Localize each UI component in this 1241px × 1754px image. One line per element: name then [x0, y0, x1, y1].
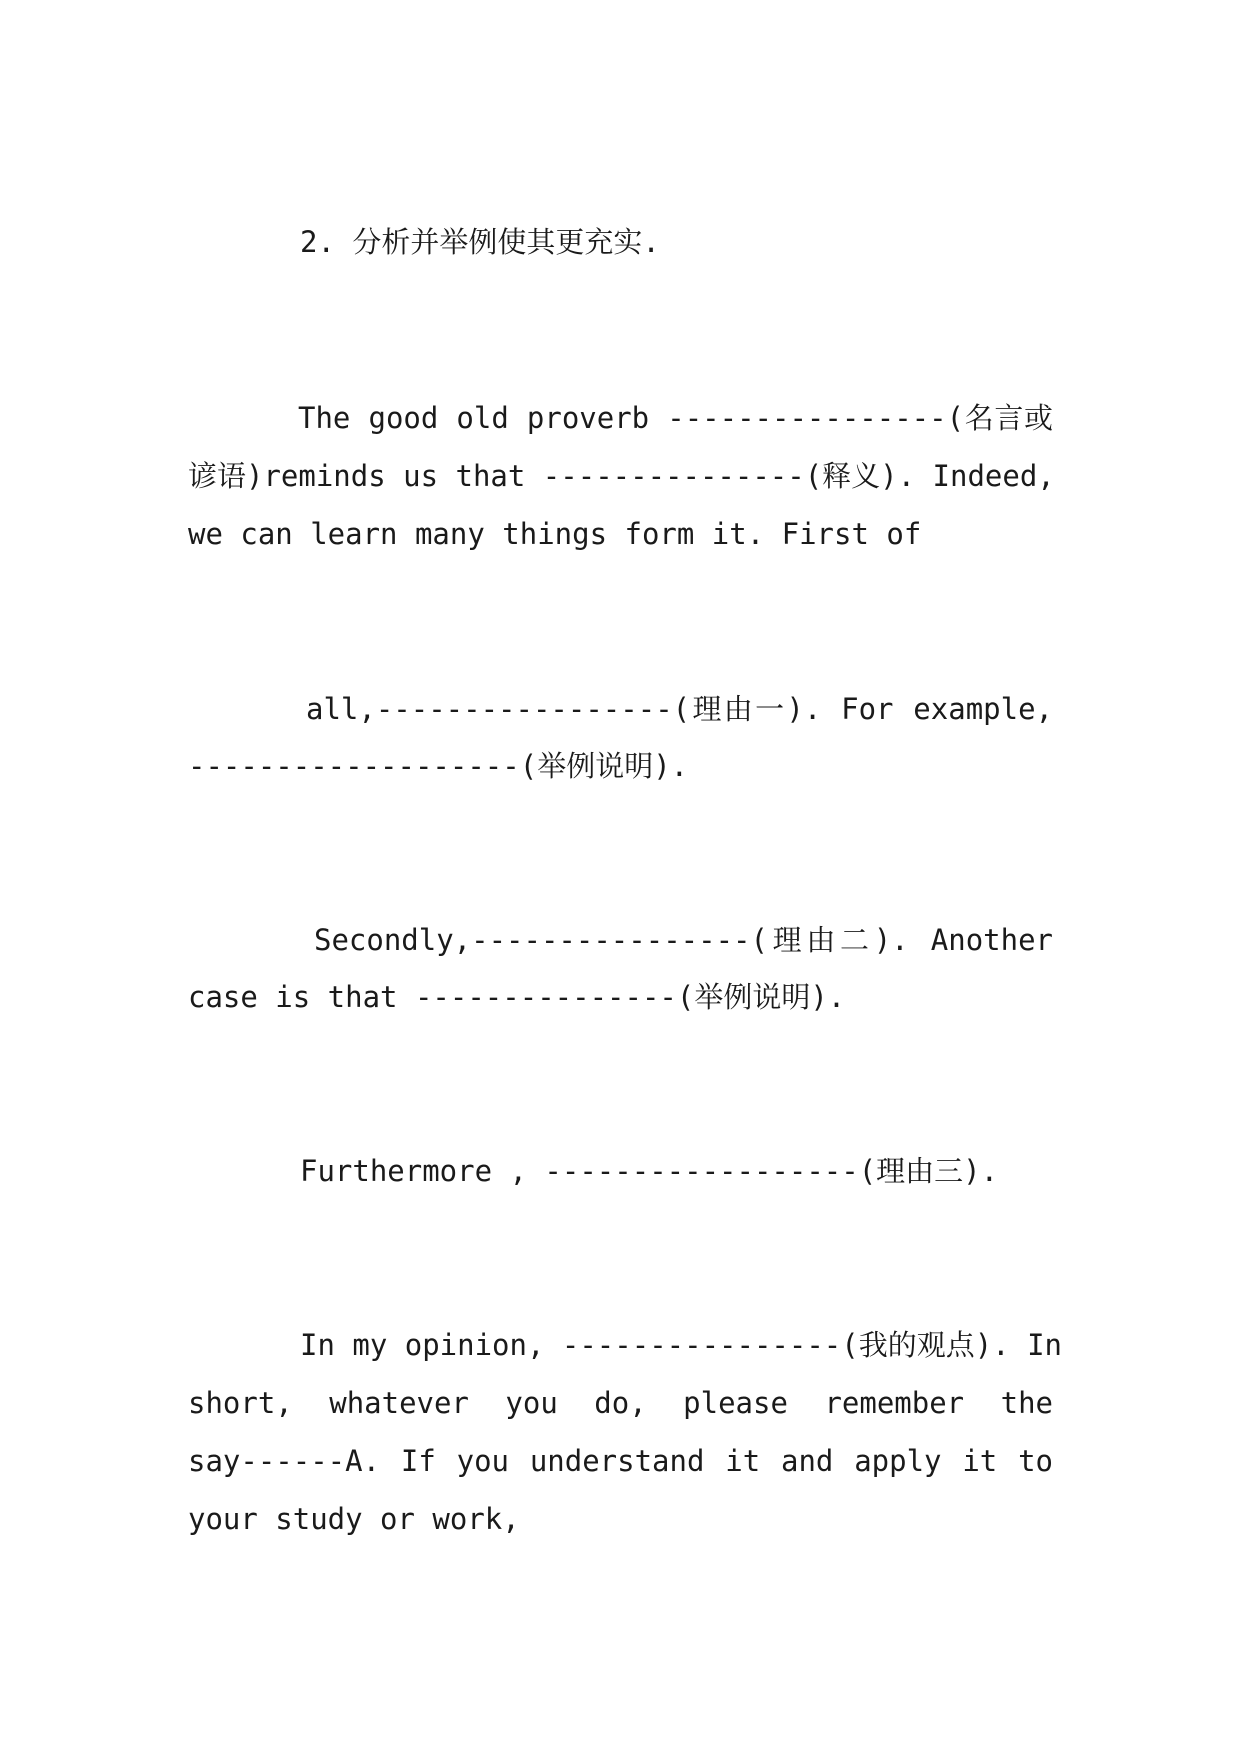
paragraph-5-line-2: short, whatever you do, please remember the [188, 1386, 1053, 1420]
paragraph-4-line-1: Furthermore , ------------------(理由三). [300, 1154, 999, 1188]
paragraph-5-line-3: say------A. If you understand it and apply it to [188, 1444, 1053, 1478]
section-heading: 2. 分析并举例使其更充实. [300, 225, 660, 259]
paragraph-3-line-1: Secondly,----------------(理由二). Another [314, 923, 1053, 957]
paragraph-3-line-2: case is that ---------------(举例说明). [188, 980, 846, 1014]
paragraph-5-line-1: In my opinion, ----------------(我的观点). In [300, 1328, 1063, 1362]
paragraph-1-line-1: The good old proverb ----------------(名言或 [298, 401, 1053, 435]
paragraph-1-line-2: 谚语)reminds us that ---------------(释义). Indeed, [188, 459, 1055, 493]
paragraph-2-line-2: -------------------(举例说明). [188, 749, 689, 783]
paragraph-1-line-3: we can learn many things form it. First of [188, 517, 922, 551]
paragraph-2-line-1: all,-----------------(理由一). For example, [306, 692, 1053, 726]
paragraph-5-line-4: your study or work, [188, 1502, 520, 1536]
